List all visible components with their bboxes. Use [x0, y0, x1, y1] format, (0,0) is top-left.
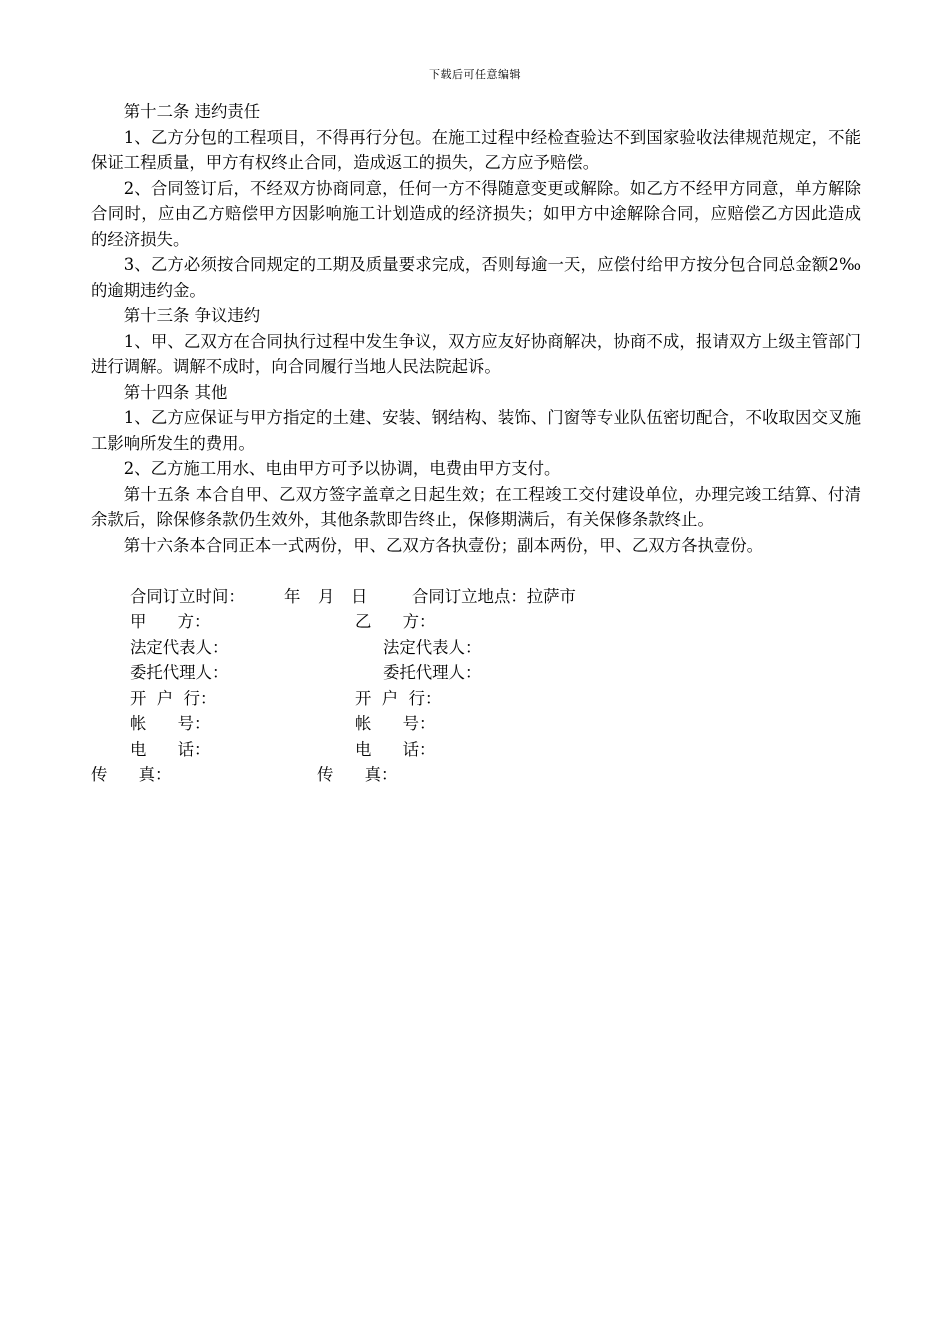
agent-row — [91, 660, 861, 686]
fax-row — [91, 762, 861, 788]
bank-row — [91, 686, 861, 712]
article-12-heading: 第十二条 违约责任 — [123, 102, 261, 121]
article-13-clause-1: 1、甲、乙双方在合同执行过程中发生争议，双方应友好协商解决，协商不成，报请双方上级主管部门进行调解。调解不成时，向合同履行当地人民法院起诉。 — [91, 331, 861, 376]
party-a-account: 帐 号： — [130, 714, 211, 733]
party-b-fax: 传 真： — [317, 765, 398, 784]
party-b-label: 乙 方： — [355, 612, 436, 631]
party-b-phone: 电 话： — [355, 739, 436, 759]
article-12-clause-2: 2、合同签订后，不经双方协商同意，任何一方不得随意变更或解除。如乙方不经甲方同意，单方解除合同时，应由乙方赔偿甲方因影响施工计划造成的经济损失；如甲方中途解除合同，应赔偿乙方因此造成的经济损失。 — [91, 178, 861, 249]
article-12-clause-1: 1、乙方分包的工程项目，不得再行分包。在施工过程中经检查验达不到国家验收法律规范规定，不能保证工程质量，甲方有权终止合同，造成返工的损失，乙方应予赔偿。 — [91, 127, 861, 172]
phone-row — [91, 737, 861, 763]
article-14-clause-2: 2、乙方施工用水、电由甲方可予以协调，电费由甲方支付。 — [123, 459, 561, 478]
party-b-account: 帐 号： — [355, 714, 436, 733]
contract-body — [91, 99, 861, 788]
article-15: 第十五条 本合自甲、乙双方签字盖章之日起生效；在工程竣工交付建设单位，办理完竣工结算、付清余款后，除保修条款仍生效外，其他条款即告终止，保修期满后，有关保修条款终止。 — [91, 484, 861, 529]
party-b-agent: 委托代理人： — [383, 663, 482, 682]
party-a-label: 甲 方： — [130, 612, 211, 631]
party-b-legal-rep: 法定代表人： — [383, 637, 482, 657]
article-16: 第十六条本合同正本一式两份，甲、乙双方各执壹份；副本两份，甲、乙双方各执壹份。 — [123, 535, 764, 555]
article-14-clause-1: 1、乙方应保证与甲方指定的土建、安装、钢结构、装饰、门窗等专业队伍密切配合，不收取因交叉施工影响所发生的费用。 — [91, 408, 861, 453]
article-14-heading: 第十四条 其他 — [123, 382, 228, 402]
signing-place: 合同订立地点：拉萨市 — [412, 586, 576, 606]
party-row — [91, 609, 861, 635]
account-row — [91, 711, 861, 737]
party-a-fax: 传 真： — [91, 765, 172, 784]
signing-date-place-row — [91, 584, 861, 610]
article-13-heading: 第十三条 争议违约 — [123, 306, 261, 325]
legal-rep-row — [91, 635, 861, 661]
header-note: 下载后可任意编辑 — [429, 68, 521, 81]
party-b-bank: 开 户 行： — [355, 688, 442, 708]
party-a-bank: 开 户 行： — [130, 688, 217, 708]
party-a-legal-rep: 法定代表人： — [130, 637, 229, 657]
article-12-clause-3: 3、乙方必须按合同规定的工期及质量要求完成，否则每逾一天，应偿付给甲方按分包合同总金额2‰的逾期违约金。 — [91, 255, 861, 300]
party-a-phone: 电 话： — [130, 739, 211, 759]
signing-day: 日 — [351, 586, 368, 606]
signing-date-label: 合同订立时间： — [130, 586, 245, 606]
signing-month: 月 — [318, 586, 335, 606]
signing-year: 年 — [284, 586, 301, 606]
party-a-agent: 委托代理人： — [130, 663, 229, 682]
